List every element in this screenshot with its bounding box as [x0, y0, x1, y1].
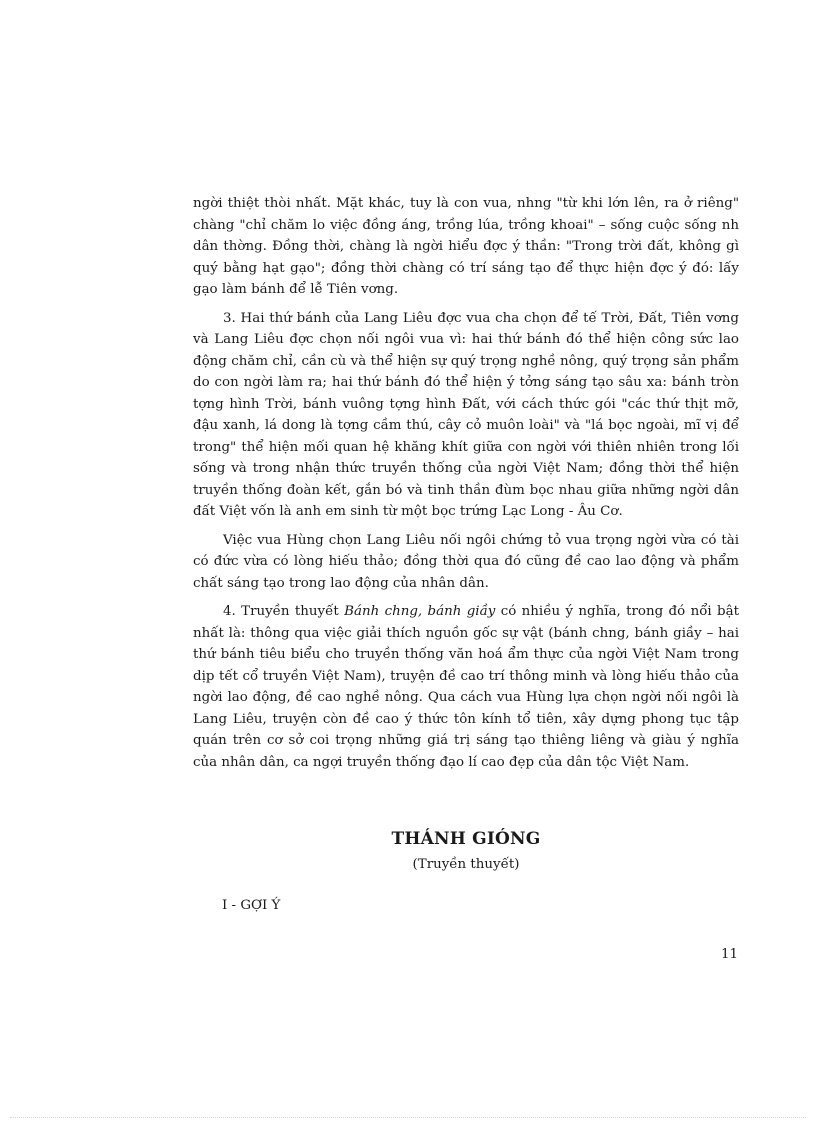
- body-text: [193, 193, 739, 780]
- paragraph-2: 3. Hai thứ bánh của Lang Liêu đợc vua cha chọn để tế Trời, Đất, Tiên vơng và Lang Liêu đợc chọn nối ngôi vua vì: hai thứ bánh đó thể hiện công sức lao động chăm chỉ, cần cù và thể hiện sự quý trọng nghề nông, quý trọng sản phẩm do con ngời làm ra; hai thứ bánh đó thể hiện ý tởng sáng tạo sâu xa: bánh tròn tợng hình Trời, bánh vuông tợng hình Đất, với cách thức gói "các thứ thịt mỡ, đậu xanh, lá dong là tợng cầm thú, cây cỏ muôn loài" và "lá bọc ngoài, mĩ vị để trong" thể hiện mối quan hệ khăng khít giữa con ngời với thiên nhiên trong lối sống và trong nhận thức truyền thống của ngời Việt Nam; đồng thời thể hiện truyền thống đoàn kết, gắn bó và tinh thần đùm bọc nhau giữa những ngời dân đất Việt vốn là anh em sinh từ một bọc trứng Lạc Long - Âu Cơ.: [193, 310, 739, 519]
- paragraph-3: Việc vua Hùng chọn Lang Liêu nối ngôi chứng tỏ vua trọng ngời vừa có tài có đức vừa có lòng hiếu thảo; đồng thời qua đó cũng đề cao lao động và phẩm chất sáng tạo trong lao động của nhân dân.: [193, 532, 739, 591]
- section-subtitle: (Truyền thuyết): [412, 857, 520, 872]
- paragraph-4-body: có nhiều ý nghĩa, trong đó nổi bật nhất là: thông qua việc giải thích nguồn gốc sự vật (bánh chng, bánh giầy – hai thứ bánh tiêu biểu cho truyền thống văn hoá ẩm thực của ngời Việt Nam trong dịp tết cổ truyền Việt Nam), truyện đề cao trí thông minh và lòng hiếu thảo của ngời lao động, đề cao nghề nông. Qua cách vua Hùng lựa chọn ngời nối ngôi là Lang Liêu, truyện còn đề cao ý thức tôn kính tổ tiên, xây dựng phong tục tập quán trên cơ sở coi trọng những giá trị sáng tạo thiêng liêng và giàu ý nghĩa của nhân dân, ca ngợi truyền thống đạo lí cao đẹp của dân tộc Việt Nam.: [193, 604, 739, 770]
- paragraph-4-intro: 4. Truyền thuyết: [223, 604, 345, 619]
- paragraph-4: [193, 601, 739, 773]
- section-title: THÁNH GIÓNG: [391, 829, 541, 849]
- paragraph-1: ngời thiệt thòi nhất. Mặt khác, tuy là con vua, nhng "từ khi lớn lên, ra ở riêng" chàng "chỉ chăm lo việc đồng áng, trồng lúa, trồng khoai" – sống cuộc sống nh dân thờng. Đồng thời, chàng là ngời hiểu đợc ý thần: "Trong trời đất, không gì quý bằng hạt gạo"; đồng thời chàng có trí sáng tạo để thực hiện đợc ý đó: lấy gạo làm bánh để lễ Tiên vơng.: [193, 196, 739, 297]
- story-title-italic: Bánh chng, bánh giầy: [344, 604, 496, 619]
- page-number: 11: [720, 947, 738, 962]
- section-heading: I - GỢI Ý: [222, 898, 281, 913]
- page-bottom-divider: [10, 1117, 806, 1118]
